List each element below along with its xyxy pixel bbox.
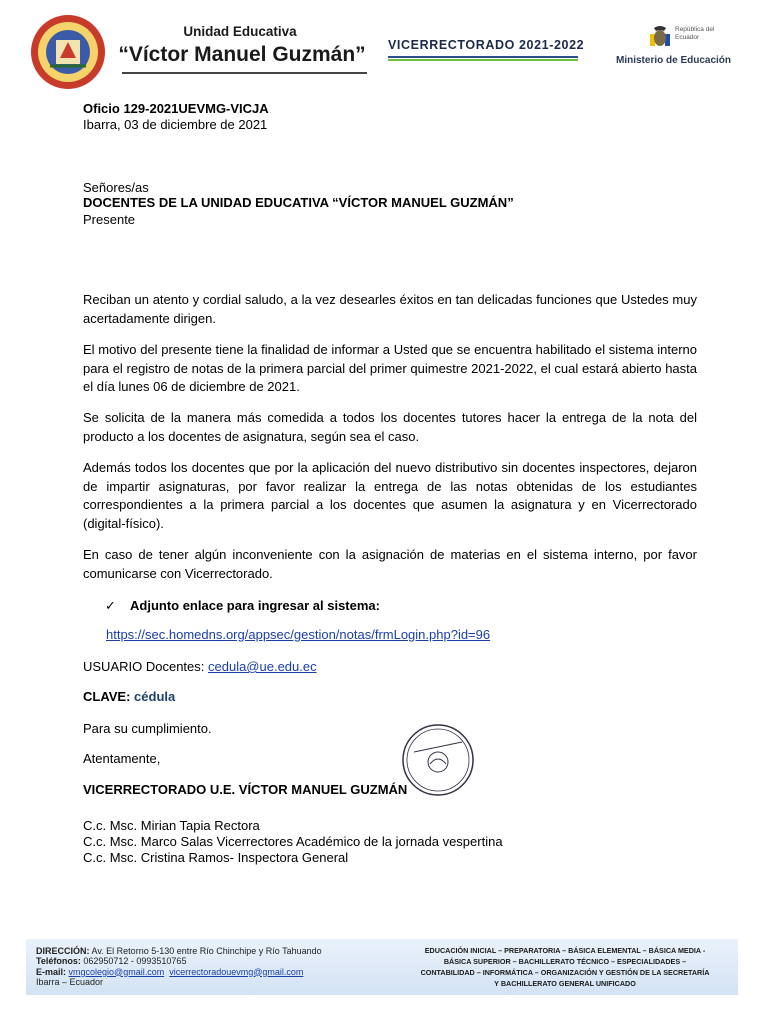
ministerio-label: Ministerio de Educación [616, 55, 732, 66]
presente: Presente [83, 212, 136, 227]
school-logo [30, 14, 106, 90]
direccion-value: Av. El Retorno 5-130 entre Río Chinchipe y Río Tahuando [89, 946, 322, 956]
paragraph-5: En caso de tener algún inconveniente con la asignación de materias en el sistema interno, por favor comunicarse con Vicerrectorado. [83, 547, 697, 581]
republica-label: República del Ecuador [675, 26, 715, 41]
clave-label: CLAVE: [83, 689, 135, 704]
footer-levels [400, 945, 730, 989]
system-link[interactable]: https://sec.homedns.org/appsec/gestion/notas/frmLogin.php?id=96 [106, 627, 491, 642]
header-divider [122, 72, 367, 74]
signature: VICERRECTORADO U.E. VÍCTOR MANUEL GUZMÁN [83, 782, 408, 797]
vicerrectorado-stamp [400, 722, 476, 798]
footer-city: Ibarra – Ecuador [36, 976, 104, 987]
levels-line-2: BÁSICA SUPERIOR – BACHILLERATO TÉCNICO – ESPECIALIDADES – [443, 957, 687, 966]
paragraph-3: Se solicita de la manera más comedida a todos los docentes tutores hacer la entrega de la nota del producto a los docentes de asignatura, según sea el caso. [83, 410, 697, 444]
atentamente: Atentamente, [83, 751, 161, 766]
direccion-label: DIRECCIÓN: [36, 946, 90, 956]
title-bar-blue [388, 56, 578, 58]
telefonos-value: 062950712 - 0993510765 [80, 956, 187, 967]
school-type: Unidad Educativa [183, 24, 297, 39]
salutation: Señores/as [83, 180, 149, 195]
recipient: DOCENTES DE LA UNIDAD EDUCATIVA “VÍCTOR MANUEL GUZMÁN” [83, 195, 514, 210]
levels-line-1: EDUCACIÓN INICIAL – PREPARATORIA – BÁSICA ELEMENTAL – BÁSICA MEDIA - [424, 946, 706, 955]
usuario-line [83, 659, 317, 675]
email-link-2[interactable]: vicerrectoradouevmg@gmail.com [169, 966, 304, 977]
cc-line-2: C.c. Msc. Marco Salas Vicerrectores Académico de la jornada vespertina [83, 834, 503, 849]
paragraph-4: Además todos los docentes que por la aplicación del nuevo distributivo sin docentes inspectores, dejaron de impartir asignaturas, por favor realizar la entrega de las notas obtenidas de los estudiantes correspondientes a la primera parcial a los docentes que asumen la asignatura y en Vicerrectorado (digital-físico). [83, 460, 697, 531]
attach-label: Adjunto enlace para ingresar al sistema: [130, 598, 380, 613]
cumplimiento: Para su cumplimiento. [83, 721, 212, 736]
usuario-email-link[interactable]: cedula@ue.edu.ec [208, 659, 317, 674]
footer-contact [36, 946, 322, 987]
school-name: “Víctor Manuel Guzmán” [118, 43, 366, 66]
cc-line-3: C.c. Msc. Cristina Ramos- Inspectora General [83, 850, 349, 865]
clave-value: cédula [134, 689, 176, 704]
paragraph-2: El motivo del presente tiene la finalidad de informar a Usted que se encuentra habilitado el sistema interno para el registro de notas de la primera parcial del primer quimestre 2021-2022, el cual estará abierto hasta el día lunes 06 de diciembre de 2021. [83, 342, 697, 394]
cc-line-1: C.c. Msc. Mirian Tapia Rectora [83, 818, 260, 833]
checkmark-icon: ✓ [105, 598, 116, 613]
paragraph-1: Reciban un atento y cordial saludo, a la vez desearles éxitos en tan delicadas funciones que Ustedes muy acertadamente dirigen. [83, 292, 697, 326]
usuario-label: USUARIO Docentes: [83, 659, 208, 674]
letter-date: Ibarra, 03 de diciembre de 2021 [83, 117, 268, 132]
levels-line-3: CONTABILIDAD – INFORMÁTICA – ORGANIZACIÓN Y GESTIÓN DE LA SECRETARÍA [420, 968, 710, 977]
clave-line [83, 689, 175, 705]
vicerrectorado-title: VICERRECTORADO 2021-2022 [388, 38, 585, 52]
oficio-number: Oficio 129-2021UEVMG-VICJA [83, 101, 269, 116]
telefonos-label: Teléfonos: [36, 956, 81, 967]
levels-line-4: Y BACHILLERATO GENERAL UNIFICADO [494, 979, 636, 988]
email-label: E-mail: [36, 966, 67, 977]
email-link-1[interactable]: vmgcolegio@gmail.com [68, 966, 165, 977]
title-bar-green [388, 59, 578, 61]
ecuador-seal-icon [648, 24, 672, 50]
